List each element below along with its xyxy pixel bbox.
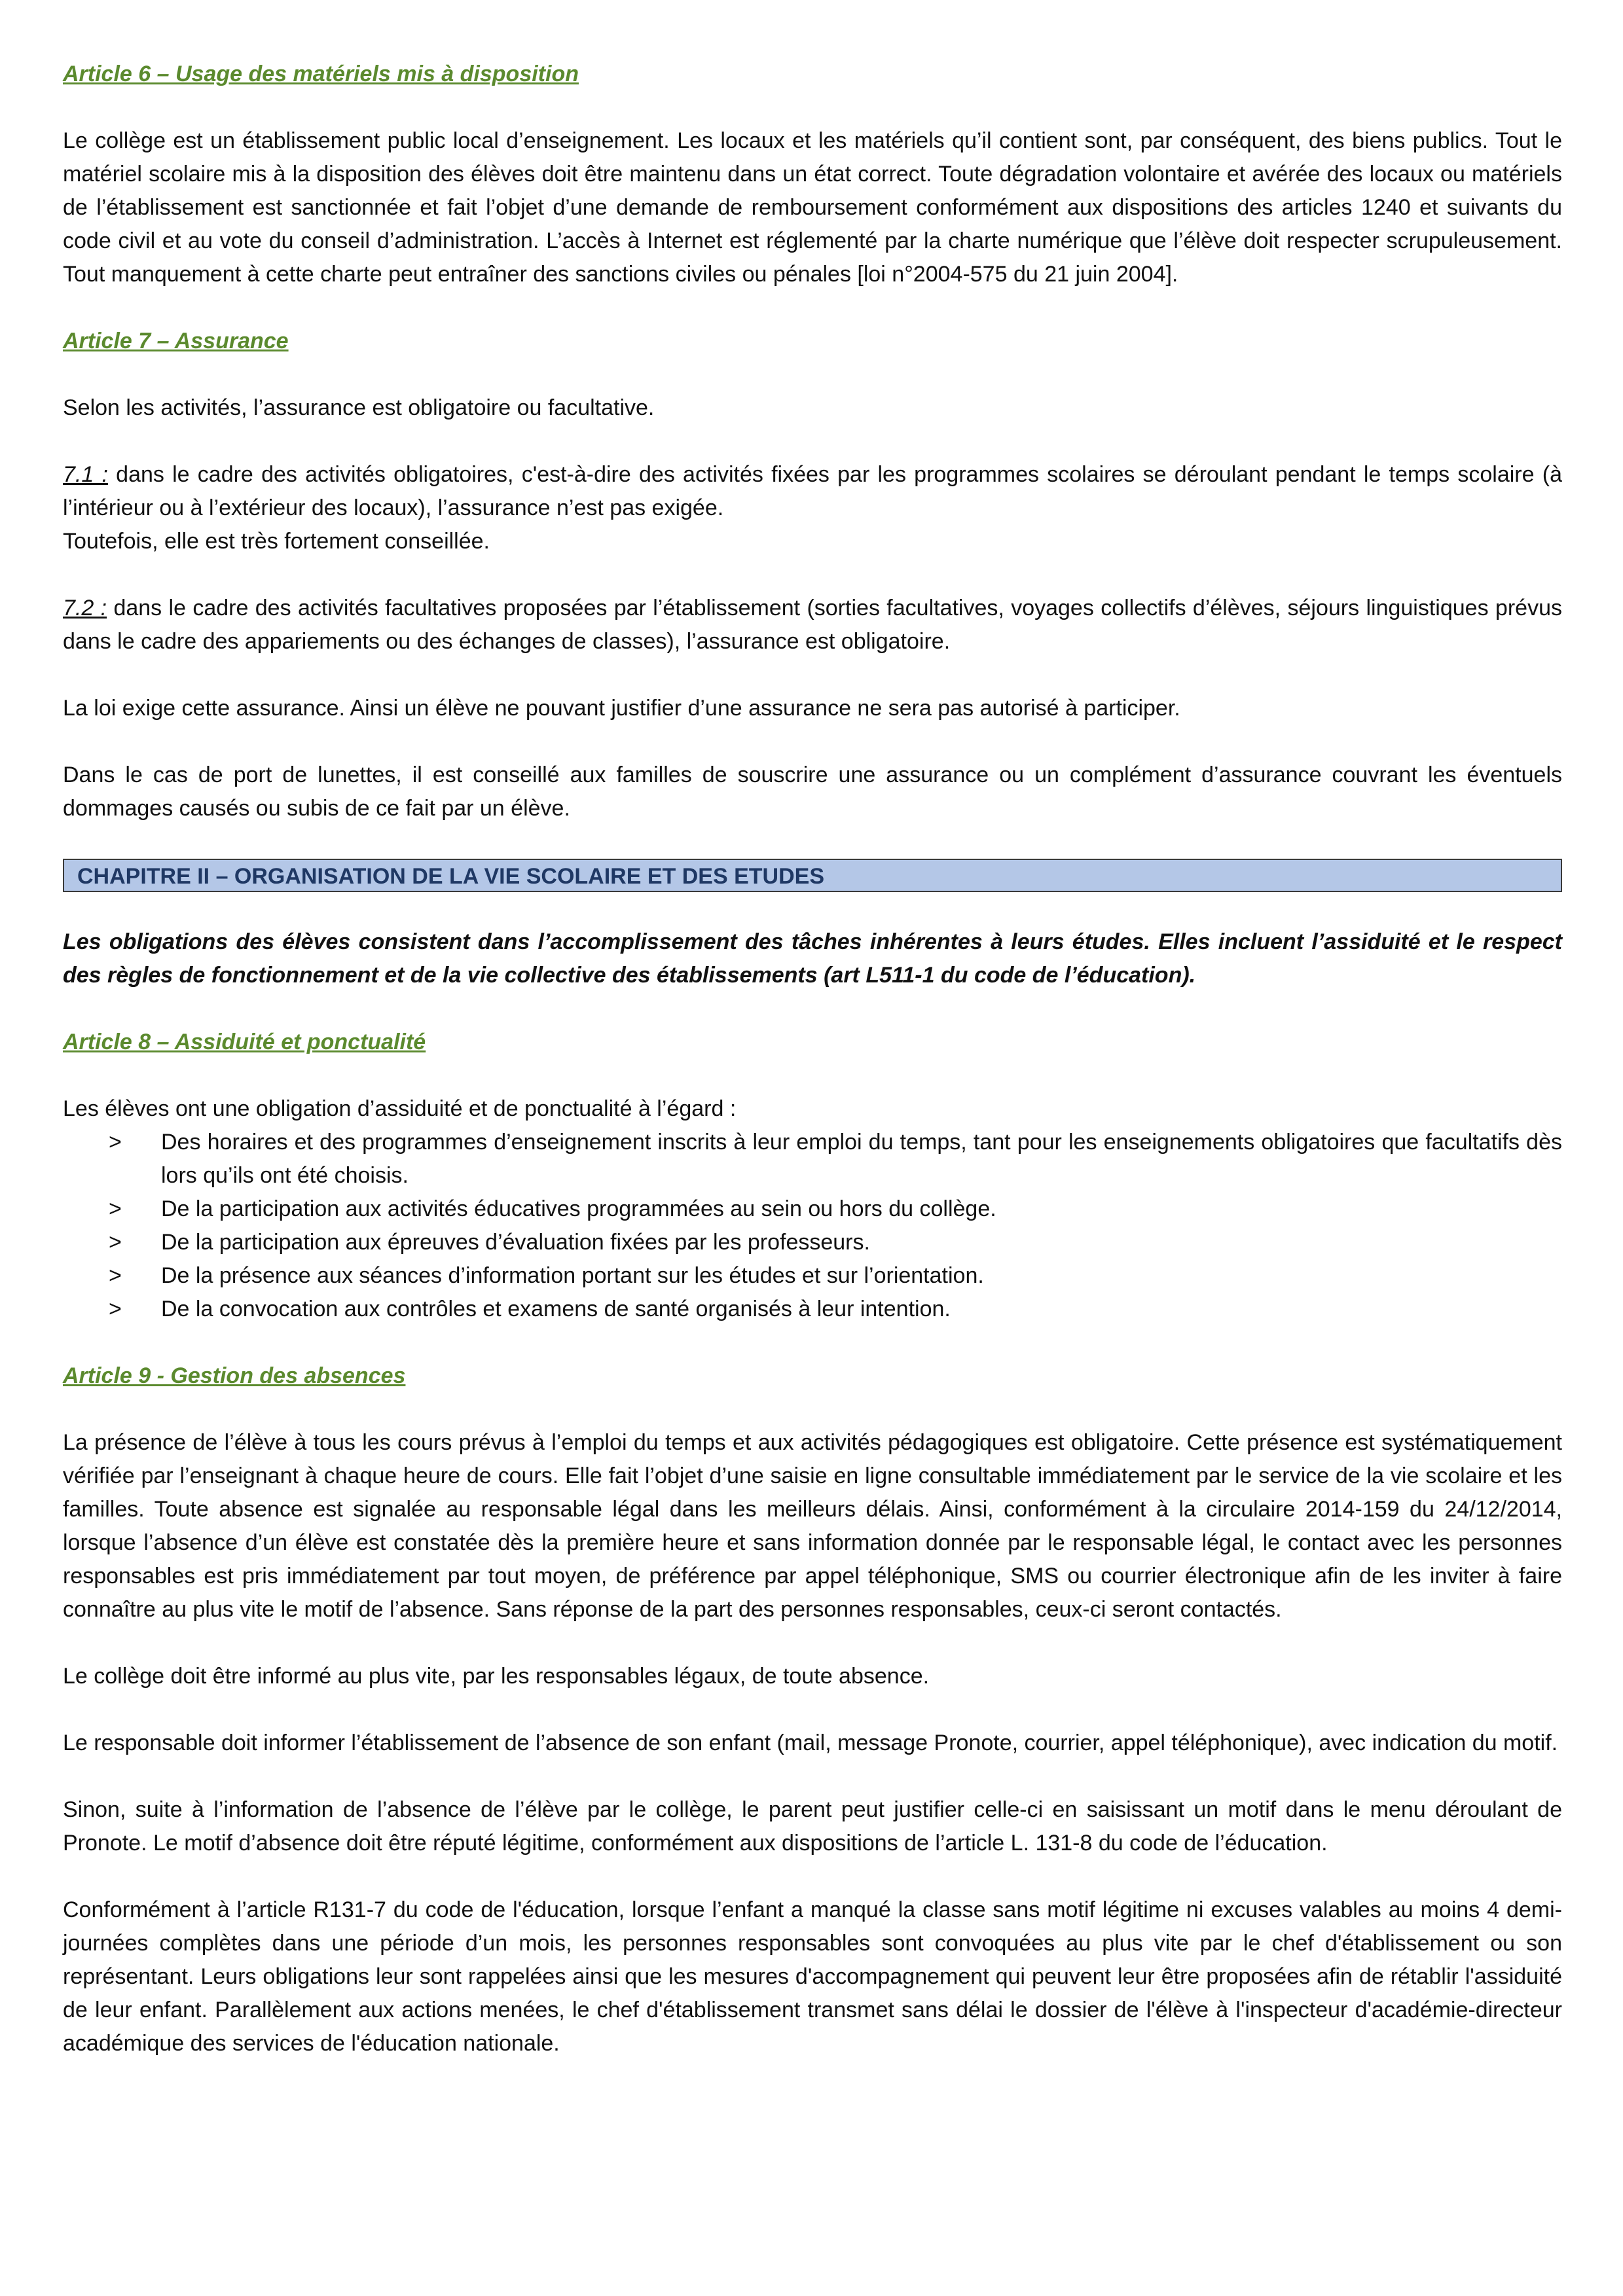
list-item-text: De la convocation aux contrôles et examens de santé organisés à leur intention. bbox=[161, 1297, 951, 1321]
bullet-marker: > bbox=[109, 1263, 122, 1288]
article-8-intro: Les élèves ont une obligation d’assiduité et de ponctualité à l’égard : bbox=[63, 1096, 737, 1121]
article-7-law: La loi exige cette assurance. Ainsi un élève ne pouvant justifier d’une assurance ne sera pas autorisé à participer. bbox=[63, 696, 1180, 721]
list-item bbox=[63, 1193, 1562, 1226]
article-9-title: Article 9 - Gestion des absences bbox=[63, 1363, 406, 1388]
bullet-marker: > bbox=[109, 1297, 122, 1321]
article-7-1 bbox=[63, 458, 1562, 525]
list-item-text: De la présence aux séances d’information portant sur les études et sur l’orientation. bbox=[161, 1263, 984, 1288]
list-item bbox=[63, 1126, 1562, 1193]
article-9-paragraph-4: Sinon, suite à l’information de l’absence de l’élève par le collège, le parent peut justifier celle-ci en saisissant un motif dans le menu déroulant de Pronote. Le motif d’absence doit être réputé légitime, conformément aux dispositions de l’article L. 131-8 du code de l’éducation. bbox=[63, 1797, 1562, 1856]
article-6-title: Article 6 – Usage des matériels mis à disposition bbox=[63, 62, 579, 86]
list-item-text: Des horaires et des programmes d’enseignement inscrits à leur emploi du temps, tant pour les enseignements obligatoires que facultatifs dès lors qu’ils ont été choisis. bbox=[161, 1130, 1562, 1188]
article-7-2-text: dans le cadre des activités facultatives proposées par l’établissement (sorties facultatives, voyages collectifs d’élèves, séjours linguistiques prévus dans le cadre des appariements ou des échanges de classes), l’assurance est obligatoire. bbox=[63, 596, 1562, 654]
article-7-2 bbox=[63, 592, 1562, 658]
article-7-title: Article 7 – Assurance bbox=[63, 329, 289, 353]
article-8-list bbox=[63, 1126, 1562, 1326]
article-9-paragraph-5: Conformément à l’article R131-7 du code de l'éducation, lorsque l’enfant a manqué la classe sans motif légitime ni excuses valables au moins 4 demi-journées complètes dans une période d’un mois, les personnes responsables sont convoquées au plus vite par le chef d'établissement ou son représentant. Leurs obligations leur sont rappelées ainsi que les mesures d'accompagnement qui peuvent leur être proposées afin de rétablir l'assiduité de leur enfant. Parallèlement aux actions menées, le chef d'établissement transmet sans délai le dossier de l'élève à l'inspecteur d'académie-directeur académique des services de l'éducation nationale. bbox=[63, 1897, 1562, 2056]
document-page bbox=[63, 58, 1562, 2060]
list-item bbox=[63, 1226, 1562, 1259]
bullet-marker: > bbox=[109, 1196, 122, 1221]
article-6-body: Le collège est un établissement public local d’enseignement. Les locaux et les matériels qu’il contient sont, par conséquent, des biens publics. Tout le matériel scolaire mis à la disposition des élèves doit être maintenu dans un état correct. Toute dégradation volontaire et avérée des locaux ou matériels de l’établissement est sanctionnée et fait l’objet d’une demande de remboursement conformément aux dispositions des articles 1240 et suivants du code civil et au vote du conseil d’administration. L’accès à Internet est réglementé par la charte numérique que l’élève doit respecter scrupuleusement. Tout manquement à cette charte peut entraîner des sanctions civiles ou pénales [loi n°2004-575 du 21 juin 2004]. bbox=[63, 128, 1562, 287]
list-item-text: De la participation aux épreuves d’évaluation fixées par les professeurs. bbox=[161, 1230, 870, 1255]
article-7-intro: Selon les activités, l’assurance est obligatoire ou facultative. bbox=[63, 395, 655, 420]
article-7-1-number: 7.1 : bbox=[63, 462, 108, 487]
article-9-paragraph-2: Le collège doit être informé au plus vite, par les responsables légaux, de toute absence. bbox=[63, 1664, 930, 1689]
list-item bbox=[63, 1259, 1562, 1293]
chapter-2-intro: Les obligations des élèves consistent dans l’accomplissement des tâches inhérentes à leurs études. Elles incluent l’assiduité et le respect des règles de fonctionnement et de la vie collective des établissements (art L511-1 du code de l’éducation). bbox=[63, 929, 1562, 988]
article-8-title: Article 8 – Assiduité et ponctualité bbox=[63, 1030, 426, 1054]
article-7-glasses: Dans le cas de port de lunettes, il est conseillé aux familles de souscrire une assurance ou un complément d’assurance couvrant les éventuels dommages causés ou subis de ce fait par un élève. bbox=[63, 762, 1562, 821]
article-9-paragraph-3: Le responsable doit informer l’établissement de l’absence de son enfant (mail, message Pronote, courrier, appel téléphonique), avec indication du motif. bbox=[63, 1731, 1558, 1755]
bullet-marker: > bbox=[109, 1130, 122, 1155]
article-7-1-note: Toutefois, elle est très fortement conseillée. bbox=[63, 529, 490, 554]
list-item-text: De la participation aux activités éducatives programmées au sein ou hors du collège. bbox=[161, 1196, 996, 1221]
article-7-2-number: 7.2 : bbox=[63, 596, 107, 620]
chapter-2-heading: CHAPITRE II – ORGANISATION DE LA VIE SCOLAIRE ET DES ETUDES bbox=[63, 859, 1562, 892]
article-7-1-text: dans le cadre des activités obligatoires, c'est-à-dire des activités fixées par les programmes scolaires se déroulant pendant le temps scolaire (à l’intérieur ou à l’extérieur des locaux), l’assurance n’est pas exigée. bbox=[63, 462, 1562, 520]
list-item bbox=[63, 1293, 1562, 1326]
article-9-paragraph-1: La présence de l’élève à tous les cours prévus à l’emploi du temps et aux activités pédagogiques est obligatoire. Cette présence est systématiquement vérifiée par l’enseignant à chaque heure de cours. Elle fait l’objet d’une saisie en ligne consultable immédiatement par le service de la vie scolaire et les familles. Toute absence est signalée au responsable légal dans les meilleurs délais. Ainsi, conformément à la circulaire 2014-159 du 24/12/2014, lorsque l’absence d’un élève est constatée dès la première heure et sans information donnée par le responsable légal, le contact avec les personnes responsables est pris immédiatement par tout moyen, de préférence par appel téléphonique, SMS ou courrier électronique afin de les inviter à faire connaître au plus vite le motif de l’absence. Sans réponse de la part des personnes responsables, ceux-ci seront contactés. bbox=[63, 1430, 1562, 1622]
bullet-marker: > bbox=[109, 1230, 122, 1255]
